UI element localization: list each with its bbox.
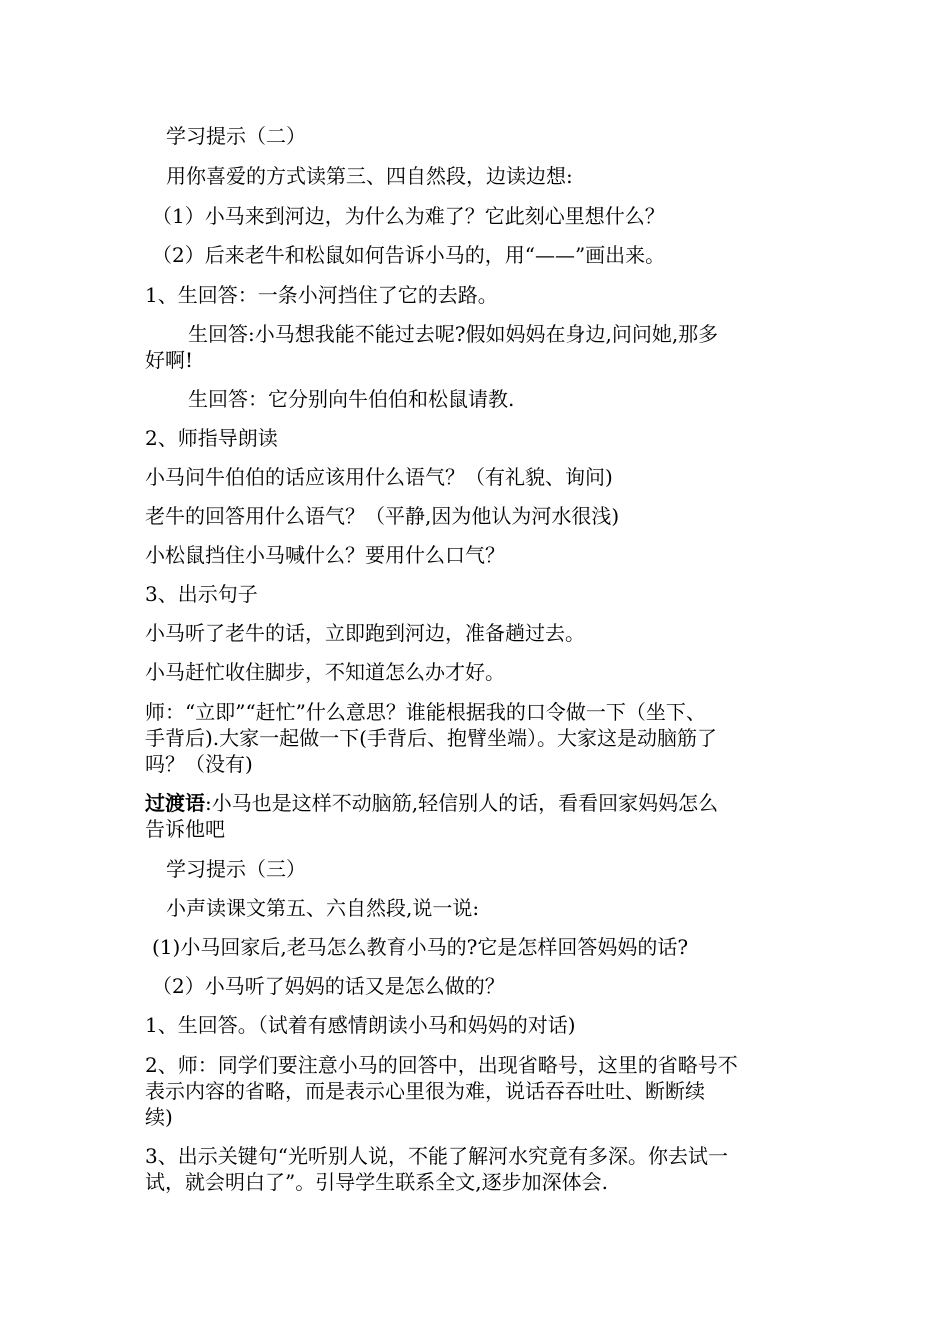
question-2: （2）小马听了妈妈的话又是怎么做的？ [152, 974, 505, 998]
sentence-2: 小马赶忙收住脚步，不知道怎么办才好。 [145, 660, 505, 684]
teacher-line-cont: 吗？（没有) [145, 752, 253, 776]
answer-line: 生回答：它分别向牛伯伯和松鼠请教. [188, 387, 515, 411]
teacher-line-cont: 手背后).大家一起做一下(手背后、抱臂坐端）。大家这是动脑筋了 [145, 726, 717, 750]
text-line: 老牛的回答用什么语气？（平静,因为他认为河水很浅) [145, 504, 620, 528]
question-2: （2）后来老牛和松鼠如何告诉小马的，用“——”画出来。 [152, 243, 666, 267]
key-sentence-line: 3、出示关键句“光听别人说，不能了解河水究竟有多深。你去试一 [145, 1144, 728, 1168]
question-1: (1)小马回家后,老马怎么教育小马的?它是怎样回答妈妈的话? [152, 935, 689, 959]
section-heading-2: 学习提示（二） [166, 124, 306, 148]
text-line: 小松鼠挡住小马喊什么？要用什么口气？ [145, 543, 505, 567]
instruction-line: 小声读课文第五、六自然段,说一说: [166, 896, 480, 920]
teacher-note-cont: 表示内容的省略，而是表示心里很为难，说话吞吞吐吐、断断续 [145, 1079, 705, 1103]
teacher-note-cont: 续) [145, 1105, 173, 1129]
text-line: 小马问牛伯伯的话应该用什么语气？（有礼貌、询问) [145, 465, 613, 489]
step-3-heading: 3、出示句子 [145, 582, 258, 606]
transition-label: 过渡语 [145, 791, 205, 815]
teacher-line: 师：“立即”“赶忙”什么意思？谁能根据我的口令做一下（坐下、 [145, 700, 706, 724]
teacher-note: 2、师：同学们要注意小马的回答中，出现省略号，这里的省略号不 [145, 1053, 738, 1077]
answer-1: 1、生回答：一条小河挡住了它的去路。 [145, 283, 498, 307]
transition-line [145, 791, 810, 816]
question-1: （1）小马来到河边，为什么为难了？它此刻心里想什么？ [152, 204, 665, 228]
answer-line: 生回答:小马想我能不能过去呢?假如妈妈在身边,问问她,那多 [188, 322, 719, 346]
sentence-1: 小马听了老牛的话，立即跑到河边，准备趟过去。 [145, 621, 585, 645]
transition-text: :小马也是这样不动脑筋,轻信别人的话，看看回家妈妈怎么 [205, 791, 719, 815]
section-heading-3: 学习提示（三） [166, 857, 306, 881]
step-2-heading: 2、师指导朗读 [145, 426, 278, 450]
key-sentence-line-cont: 试，就会明白了”。引导学生联系全文,逐步加深体会. [145, 1170, 608, 1194]
answer-1: 1、生回答。（试着有感情朗读小马和妈妈的对话) [145, 1013, 576, 1037]
transition-line-cont: 告诉他吧 [145, 817, 225, 841]
instruction-line: 用你喜爱的方式读第三、四自然段，边读边想: [166, 164, 573, 188]
answer-line-cont: 好啊! [145, 348, 194, 372]
